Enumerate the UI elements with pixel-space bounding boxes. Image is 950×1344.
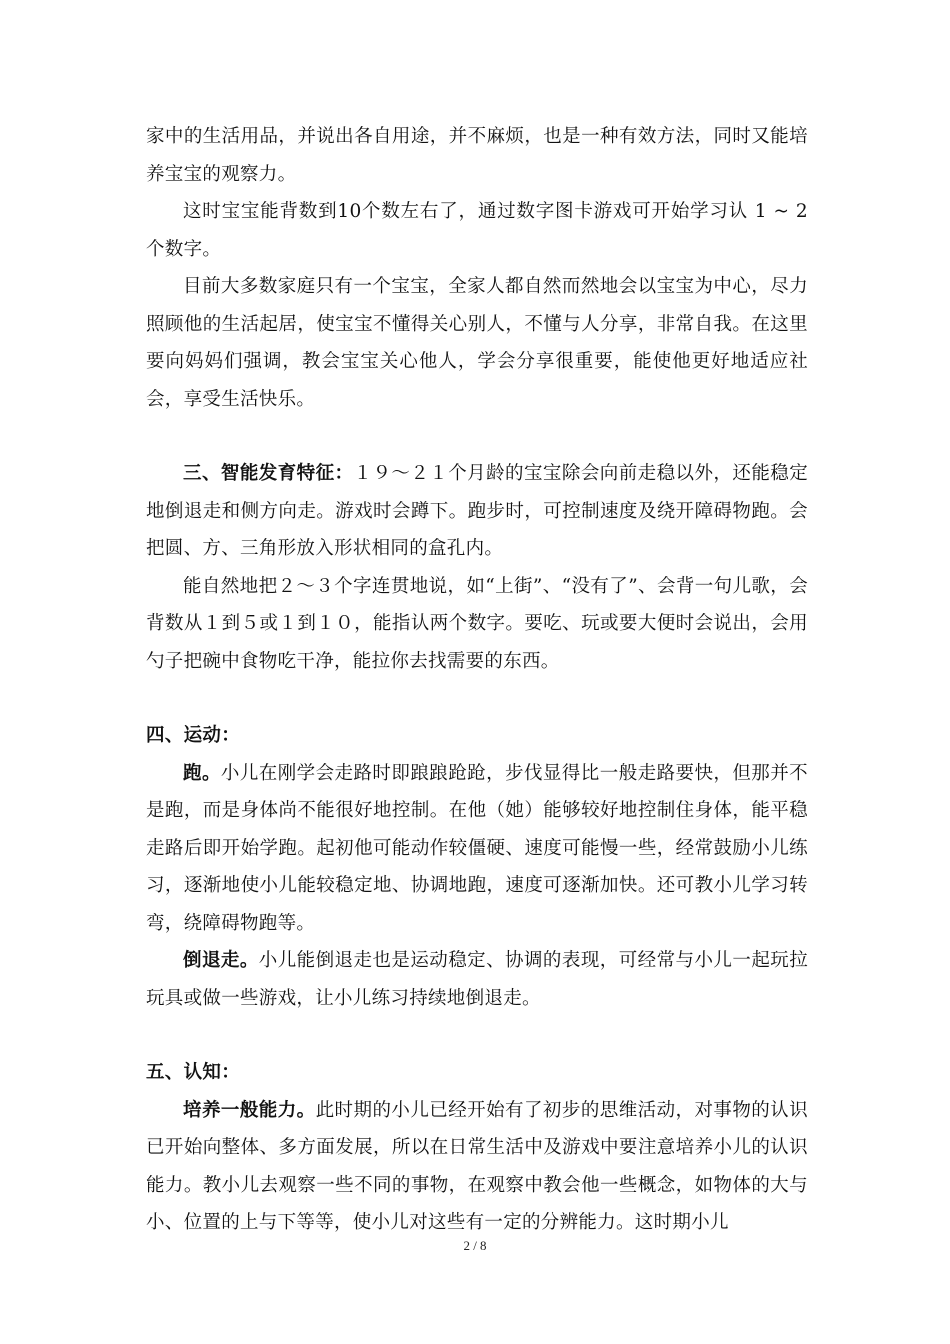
- general-ability-text: 此时期的小儿已经开始有了初步的思维活动，对事物的认识已开始向整体、多方面发展，所以在日常生活中及游戏中要注意培养小儿的认识能力。教小儿去观察一些不同的事物，在观察中教会他一些概念，如物体的大与小、位置的上与下等等，使小儿对这些有一定的分辨能力。这时期小儿: [146, 1099, 808, 1233]
- walk-backward-text: 小儿能倒退走也是运动稳定、协调的表现，可经常与小儿一起玩拉玩具或做一些游戏，让小儿练习持续地倒退走。: [146, 950, 809, 1009]
- running-text: 小儿在刚学会走路时即踉踉跄跄，步伐显得比一般走路要快，但那并不是跑，而是身体尚不能很好地控制。在他（她）能够较好地控制住身体，能平稳走路后即开始学跑。起初他可能动作较僵硬、速度可能慢一些，经常鼓励小儿练习，逐渐地使小儿能较稳定地、协调地跑，速度可逐渐加快。还可教小儿学习转弯，绕障碍物跑等。: [146, 762, 808, 934]
- walk-backward-title: 倒退走。: [183, 950, 259, 971]
- paragraph-running: [146, 755, 808, 943]
- paragraph-continued: 家中的生活用品，并说出各自用途，并不麻烦，也是一种有效方法，同时又能培养宝宝的观察力。: [146, 126, 808, 185]
- paragraph-walk-backward: [146, 942, 808, 1017]
- page-number: 2 / 8: [463, 1238, 487, 1253]
- paragraph-sharing: 目前大多数家庭只有一个宝宝，全家人都自然而然地会以宝宝为中心，尽力照顾他的生活起居，使宝宝不懂得关心别人，不懂与人分享，非常自我。在这里要向妈妈们强调，教会宝宝关心他人，学会分享很重要，能使他更好地适应社会，享受生活快乐。: [146, 276, 808, 410]
- paragraph-general-ability: [146, 1092, 808, 1242]
- section-cognition-heading: 五、认知：: [146, 1062, 241, 1083]
- running-title: 跑。: [183, 762, 221, 784]
- general-ability-title: 培养一般能力。: [183, 1099, 316, 1121]
- spacer: [146, 418, 808, 455]
- paragraph-speech: 能自然地把２～３个字连贯地说，如“上街”、“没有了”、会背一句儿歌，会背数从１到５或１到１０，能指认两个数字。要吃、玩或要大便时会说出，会用勺子把碗中食物吃干净，能拉你去找需要的东西。: [146, 575, 808, 672]
- spacer: [146, 680, 808, 717]
- section-motion-heading: 四、运动：: [146, 725, 241, 746]
- paragraph-counting: 这时宝宝能背数到10个数左右了，通过数字图卡游戏可开始学习认 1 ~ 2 个数字。: [146, 201, 808, 260]
- section-intelligence-heading: 三、智能发育特征：: [183, 463, 354, 484]
- section-intelligence-text: １９～２１个月龄的宝宝除会向前走稳以外，还能稳定地倒退走和侧方向走。游戏时会蹲下。跑步时，可控制速度及绕开障碍物跑。会把圆、方、三角形放入形状相同的盒孔内。: [146, 463, 809, 559]
- spacer: [146, 1017, 808, 1054]
- section-intelligence-paragraph: [146, 455, 808, 568]
- document-body: [146, 118, 808, 1242]
